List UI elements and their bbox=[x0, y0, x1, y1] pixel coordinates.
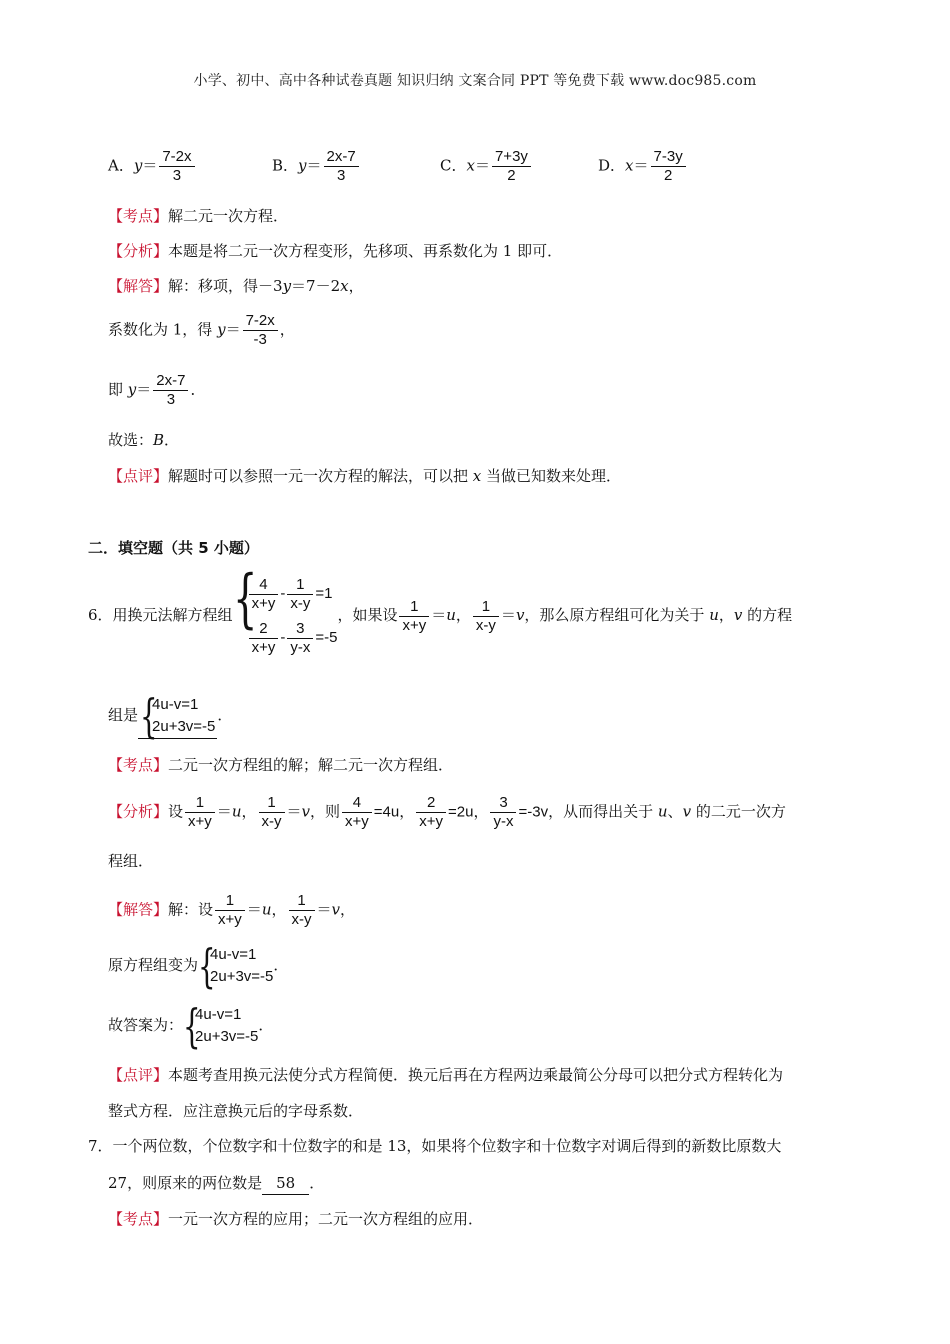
q6-dianping: 【点评】本题考查用换元法使分式方程简便．换元后再在方程两边乘最简公分母可以把分式方程转化为 bbox=[108, 1066, 784, 1084]
section-title: 二．填空题（共 5 小题） bbox=[88, 539, 259, 557]
q5-choose: 故选：B． bbox=[108, 431, 180, 449]
q6-fenxi-line2: 程组． bbox=[108, 852, 154, 870]
q5-kaodian: 【考点】解二元一次方程． bbox=[108, 207, 289, 225]
q7-kaodian: 【考点】一元一次方程的应用；二元一次方程组的应用． bbox=[108, 1210, 484, 1228]
q6-stem: 6．用换元法解方程组 { $\frac{4}{x+y}$ - $\frac{1}{x-y}$ =1 $\frac{2}{x+y}$ - $\frac{3}{y-x}$ =-5 ，如果设 $\frac{1}{x+y}$ ＝u， $\frac{1}{x-y}$ ＝v，那么原方程组可化为关于 u，v 的方程 bbox=[88, 572, 792, 660]
fraction: $\frac{2x-7}{3}$ bbox=[153, 372, 188, 409]
q5-jieda: 【解答】解：移项，得－3y＝7－2x， bbox=[108, 277, 364, 295]
answer-blank: 58 bbox=[262, 1172, 309, 1195]
q7-stem: 7．一个两位数，个位数字和十位数字的和是 13，如果将个位数字和十位数字对调后得到的新数比原数大 bbox=[88, 1137, 782, 1155]
option-b: B．y＝ $\frac{2x-7}{3}$ bbox=[272, 148, 361, 185]
option-a: A．y＝ $\frac{7-2x}{3}$ bbox=[108, 148, 197, 185]
q5-dianping: 【点评】解题时可以参照一元一次方程的解法，可以把 x 当做已知数来处理． bbox=[108, 467, 622, 485]
q6-dianping-line2: 整式方程．应注意换元后的字母系数． bbox=[108, 1102, 364, 1120]
page-header: 小学、初中、高中各种试卷真题 知识归纳 文案合同 PPT 等免费下载 www.doc985.com bbox=[193, 73, 757, 89]
fraction: $\frac{7-3y}{2}$ bbox=[651, 148, 686, 185]
fraction: $\frac{7-2x}{3}$ bbox=[159, 148, 194, 185]
q5-step3: 即 y＝ $\frac{2x-7}{3}$ ． bbox=[108, 372, 206, 408]
equation-system: { $\frac{4}{x+y}$ - $\frac{1}{x-y}$ =1 $\frac{2}{x+y}$ - $\frac{3}{y-x}$ =-5 bbox=[232, 562, 338, 656]
q5-fenxi: 【分析】本题是将二元一次方程变形，先移项、再系数化为 1 即可． bbox=[108, 242, 563, 260]
q6-answer-line: 组是 { 4u-v=1 2u+3v=-5 ． bbox=[108, 689, 233, 743]
q7-stem-line2: 27，则原来的两位数是 58 ． bbox=[108, 1172, 324, 1195]
q5-step2: 系数化为 1，得 y＝ $\frac{7-2x}{-3}$ ， bbox=[108, 312, 295, 348]
q6-jieda: 【解答】解：设 $\frac{1}{x+y}$ ＝u， $\frac{1}{x-y}$ ＝v， bbox=[108, 892, 356, 928]
option-c: C．x＝ $\frac{7+3y}{2}$ bbox=[440, 148, 533, 185]
q6-final: 故答案为： { 4u-v=1 2u+3v=-5 ． bbox=[108, 999, 274, 1053]
fraction: $\frac{2x-7}{3}$ bbox=[324, 148, 359, 185]
fraction: $\frac{7+3y}{2}$ bbox=[492, 148, 531, 185]
option-d: D．x＝ $\frac{7-3y}{2}$ bbox=[598, 148, 688, 185]
fraction: $\frac{7-2x}{-3}$ bbox=[243, 312, 278, 349]
q6-kaodian: 【考点】二元一次方程组的解；解二元一次方程组． bbox=[108, 756, 454, 774]
q6-fenxi: 【分析】设 $\frac{1}{x+y}$ ＝u， $\frac{1}{x-y}$ ＝v，则 $\frac{4}{x+y}$ =4u， $\frac{2}{x+y}$ =2u， $\frac{3}{y-x}$ =-3v，从而得出关于 u、v 的二元一次方 bbox=[108, 794, 786, 830]
q6-transform: 原方程组变为 { 4u-v=1 2u+3v=-5 ． bbox=[108, 939, 289, 993]
